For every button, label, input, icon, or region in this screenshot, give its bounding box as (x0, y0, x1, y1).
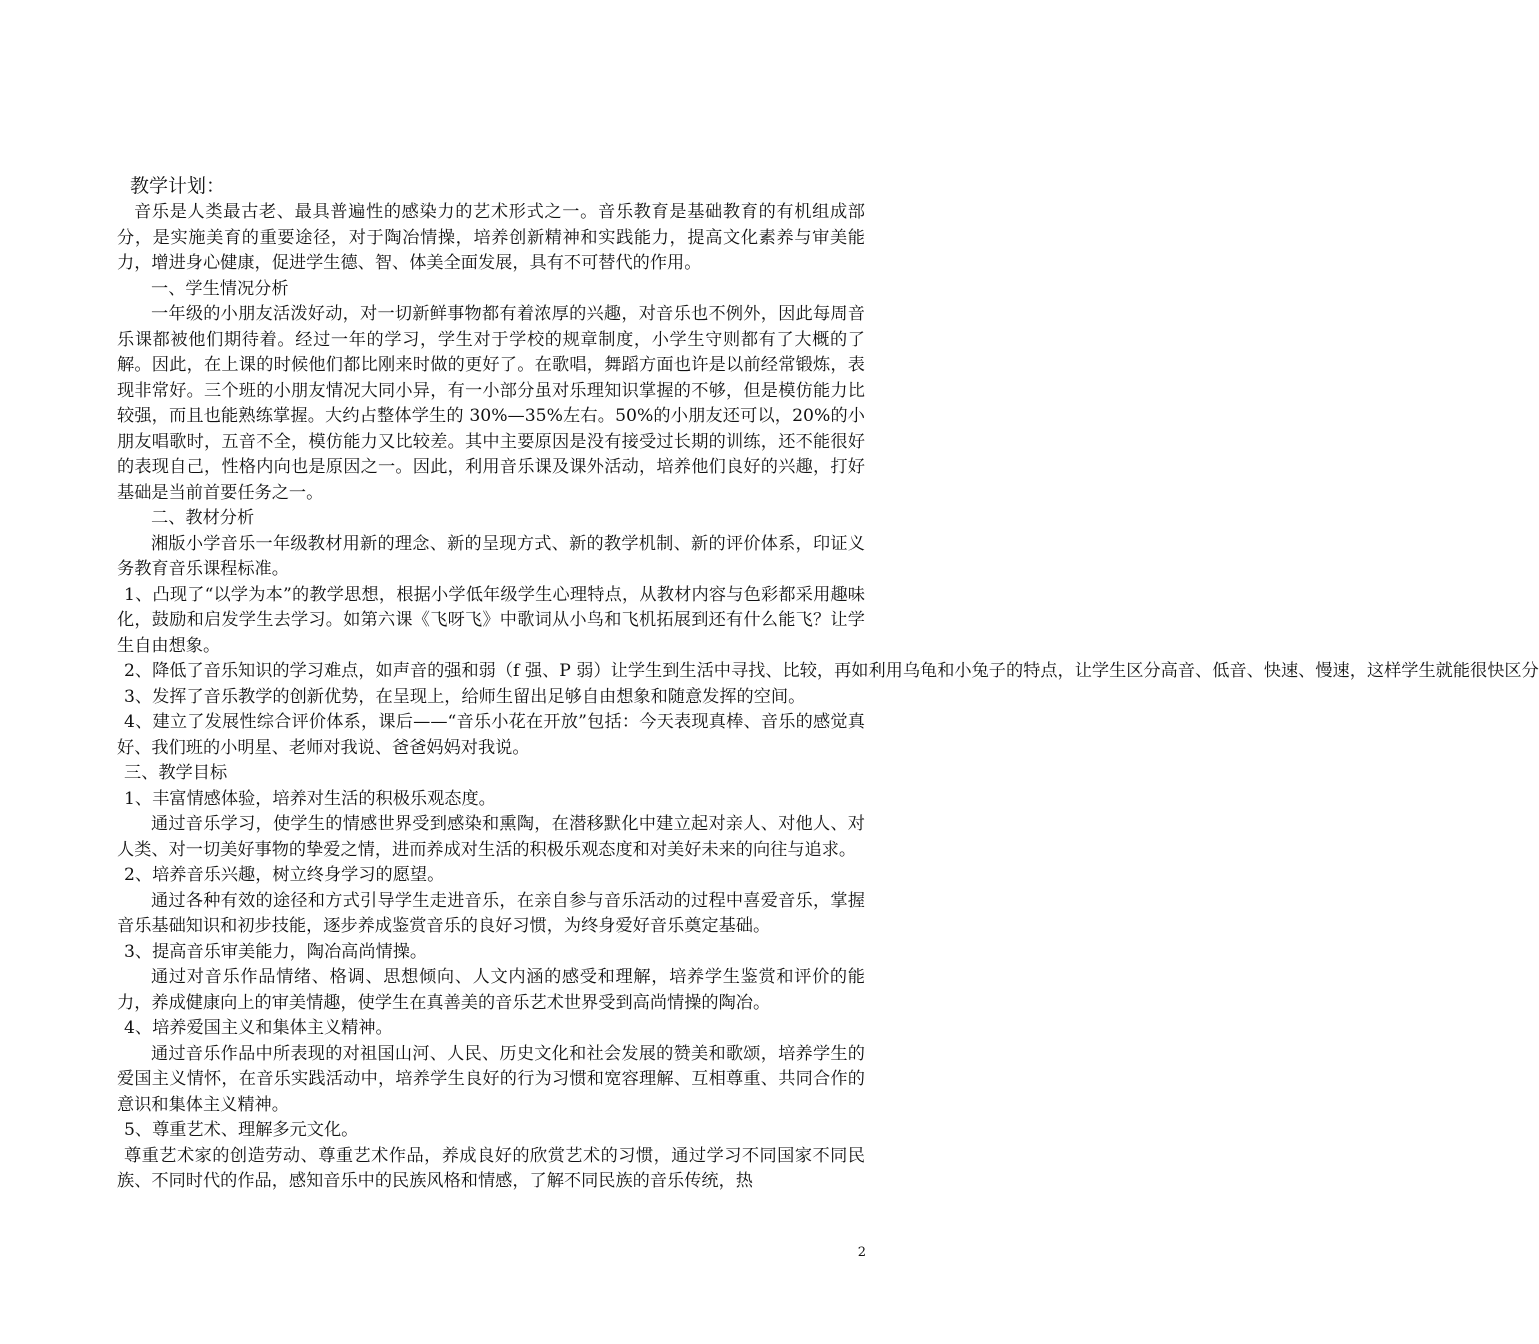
paragraph: 3、提高音乐审美能力，陶冶高尚情操。 (124, 941, 428, 962)
paragraph: 通过音乐作品中所表现的对祖国山河、人民、历史文化和社会发展的赞美和歌颂，培养学生的爱国主义情怀，在音乐实践活动中，培养学生良好的行为习惯和宽容理解、互相尊重、共同合作的意识和集体主义精神。 (117, 1043, 865, 1115)
paragraph: 三、教学目标 (124, 763, 228, 783)
paragraph: 通过音乐学习，使学生的情感世界受到感染和熏陶，在潜移默化中建立起对亲人、对他人、对人类、对一切美好事物的挚爱之情，进而养成对生活的积极乐观态度和对美好未来的向往与追求。 (117, 814, 865, 860)
paragraph: 一年级的小朋友活泼好动，对一切新鲜事物都有着浓厚的兴趣，对音乐也不例外，因此每周音乐课都被他们期待着。经过一年的学习，学生对于学校的规章制度，小学生守则都有了大概的了解。因此，在上课的时候他们都比刚来时做的更好了。在歌唱，舞蹈方面也许是以前经常锻炼，表现非常好。三个班的小朋友情况大同小异，有一小部分虽对乐理知识掌握的不够，但是模仿能力比较强，而且也能熟练掌握。大约占整体学生的 30%—35%左右。50%的小朋友还可以，20%的小朋友唱歌时，五音不全，模仿能力又比较差。其中主要原因是没有接受过长期的训练，还不能很好的表现自己，性格内向也是原因之一。因此，利用音乐课及课外活动，培养他们良好的兴趣，打好基础是当前首要任务之一。 (117, 304, 865, 503)
paragraph: 尊重艺术家的创造劳动、尊重艺术作品，养成良好的欣赏艺术的习惯，通过学习不同国家不同民族、不同时代的作品，感知音乐中的民族风格和情感，了解不同民族的音乐传统，热 (117, 1145, 865, 1191)
paragraph: 5、尊重艺术、理解多元文化。 (124, 1120, 359, 1140)
paragraph: 4、培养爱国主义和集体主义精神。 (124, 1018, 393, 1038)
paragraph: 4、建立了发展性综合评价体系，课后——“音乐小花在开放”包括：今天表现真棒、音乐的感觉真好、我们班的小明星、老师对我说、爸爸妈妈对我说。 (117, 712, 865, 758)
paragraph: 通过对音乐作品情绪、格调、思想倾向、人文内涵的感受和理解，培养学生鉴赏和评价的能力，养成健康向上的审美情趣，使学生在真善美的音乐艺术世界受到高尚情操的陶冶。 (117, 967, 865, 1013)
paragraph: 通过各种有效的途径和方式引导学生走进音乐，在亲自参与音乐活动的过程中喜爱音乐，掌握音乐基础知识和初步技能，逐步养成鉴赏音乐的良好习惯，为终身爱好音乐奠定基础。 (117, 890, 865, 936)
paragraph: 湘版小学音乐一年级教材用新的理念、新的呈现方式、新的教学机制、新的评价体系，印证义务教育音乐课程标准。 (117, 533, 865, 579)
paragraph: 2、培养音乐兴趣，树立终身学习的愿望。 (124, 865, 445, 885)
paragraph: 3、发挥了音乐教学的创新优势，在呈现上，给师生留出足够自由想象和随意发挥的空间。 (124, 686, 806, 707)
page-number: 2 (857, 1245, 866, 1260)
document-title: 教学计划： (130, 175, 226, 197)
paragraph: 音乐是人类最古老、最具普遍性的感染力的艺术形式之一。音乐教育是基础教育的有机组成部分，是实施美育的重要途径，对于陶冶情操，培养创新精神和实践能力，提高文化素养与审美能力，增进身心健康，促进学生德、智、体美全面发展，具有不可替代的作用。 (117, 202, 865, 273)
paragraph: 一、学生情况分析 (151, 278, 289, 299)
paragraph-list (117, 200, 1539, 1195)
paragraph: 1、丰富情感体验，培养对生活的积极乐观态度。 (124, 788, 496, 809)
paragraph: 二、教材分析 (151, 508, 255, 528)
paragraph: 1、凸现了“以学为本”的教学思想，根据小学低年级学生心理特点，从教材内容与色彩都采用趣味化，鼓励和启发学生去学习。如第六课《飞呀飞》中歌词从小鸟和飞机拓展到还有什么能飞？让学生自由想象。 (117, 584, 865, 656)
paragraph: 2、降低了音乐知识的学习难点，如声音的强和弱（f 强、P 弱）让学生到生活中寻找、比较，再如利用乌龟和小兔子的特点，让学生区分高音、低音、快速、慢速，这样学生就能很快区分 (124, 661, 1539, 681)
document-body (117, 174, 1539, 1195)
